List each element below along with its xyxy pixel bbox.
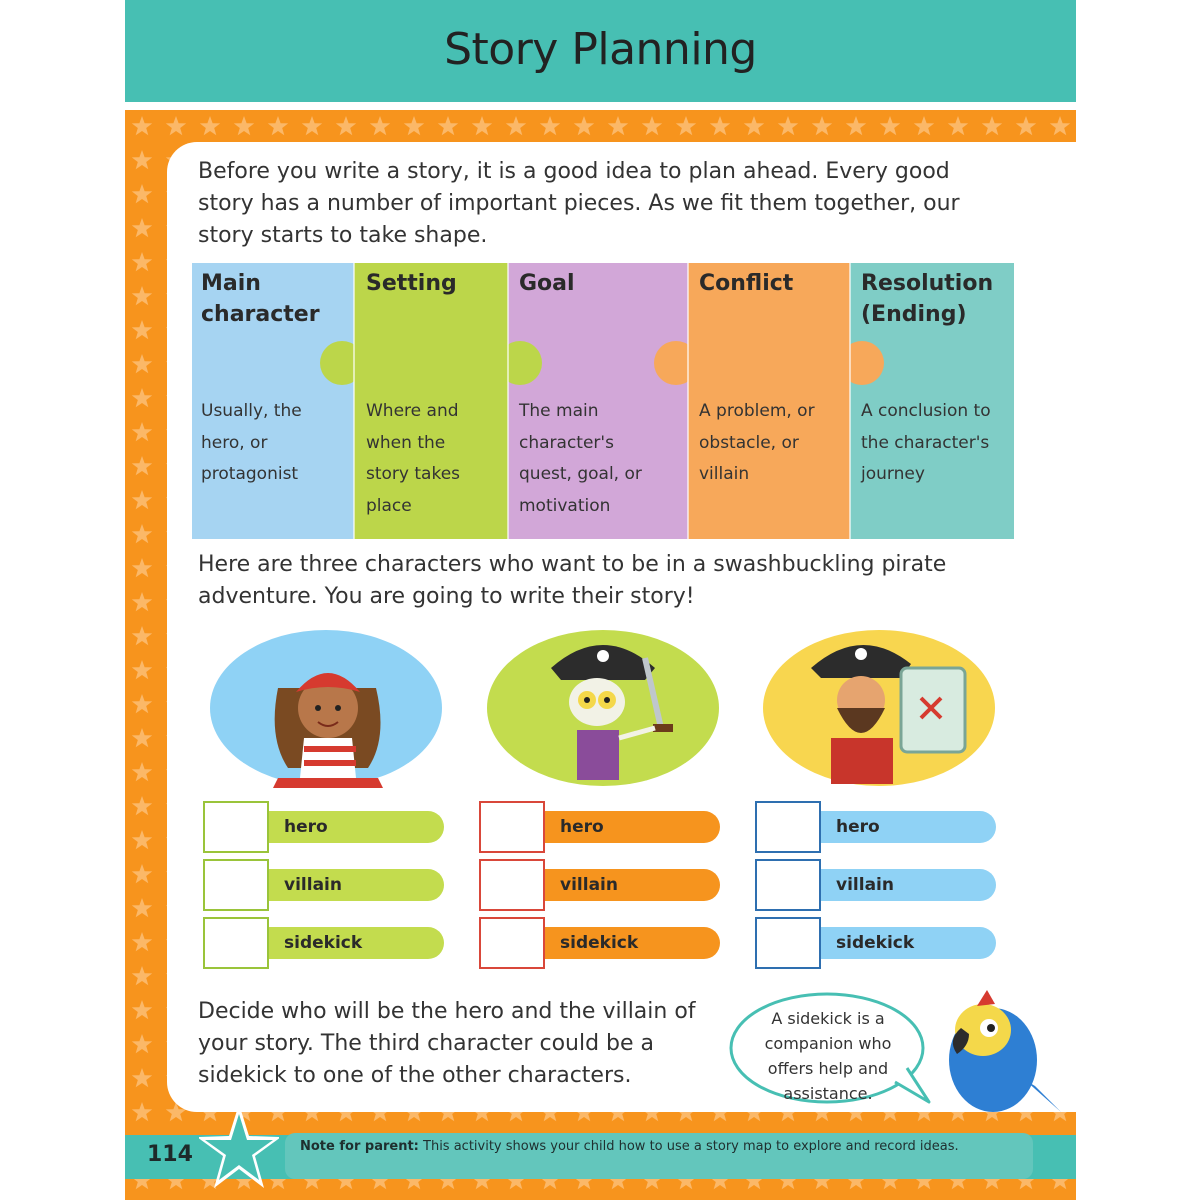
- sidekick-checkbox-2[interactable]: [479, 917, 545, 969]
- hero-checkbox-3[interactable]: [755, 801, 821, 853]
- puzzle-knob: [840, 341, 884, 385]
- villain-option-bar-2: villain: [544, 869, 720, 901]
- villain-option-bar-1: villain: [268, 869, 444, 901]
- hero-option-bar-2: hero: [544, 811, 720, 843]
- piece-desc-goal: The main character's quest, goal, or motivation: [519, 401, 642, 516]
- piece-title-setting: Setting: [366, 271, 457, 296]
- star-icon: [199, 1100, 279, 1200]
- page-number: 114: [147, 1142, 193, 1167]
- decide-paragraph: Decide who will be the hero and the villain of your story. The third character could be a sidekick to one of the other characters.: [198, 999, 696, 1088]
- hero-checkbox-1[interactable]: [203, 801, 269, 853]
- piece-desc-main-character: Usually, the hero, or protagonist: [201, 401, 302, 484]
- villain-option-bar-3: villain: [820, 869, 996, 901]
- page-title: Story Planning: [444, 24, 757, 75]
- characters-paragraph: Here are three characters who want to be in a swashbuckling pirate adventure. You are going to write their story!: [198, 552, 947, 609]
- sidekick-option-bar-3: sidekick: [820, 927, 996, 959]
- puzzle-knob: [320, 341, 364, 385]
- villain-checkbox-2[interactable]: [479, 859, 545, 911]
- bearded-pirate-illustration: [761, 628, 997, 788]
- piece-title-conflict: Conflict: [699, 271, 794, 296]
- villain-checkbox-1[interactable]: [203, 859, 269, 911]
- intro-paragraph: Before you write a story, it is a good idea to plan ahead. Every good story has a number of important pieces. As we fit them together, our story starts to take shape.: [198, 159, 960, 248]
- puzzle-knob: [654, 341, 698, 385]
- piece-desc-setting: Where and when the story takes place: [366, 401, 461, 516]
- note-body: This activity shows your child how to use a story map to explore and record ideas.: [418, 1139, 959, 1154]
- sidekick-checkbox-1[interactable]: [203, 917, 269, 969]
- sidekick-option-bar-2: sidekick: [544, 927, 720, 959]
- workbook-page: [125, 0, 1076, 1200]
- piece-title-resolution: Resolution (Ending): [861, 271, 994, 327]
- skeleton-pirate-illustration: [485, 628, 721, 788]
- sidekick-checkbox-3[interactable]: [755, 917, 821, 969]
- hero-checkbox-2[interactable]: [479, 801, 545, 853]
- hero-option-bar-1: hero: [268, 811, 444, 843]
- parent-note-text: [300, 1138, 1020, 1156]
- note-label: Note for parent:: [300, 1139, 419, 1154]
- sidekick-option-bar-1: sidekick: [268, 927, 444, 959]
- hero-option-bar-3: hero: [820, 811, 996, 843]
- sidekick-definition: A sidekick is a companion who offers help and assistance.: [764, 1009, 892, 1103]
- piece-title-main-character: Main character: [201, 271, 320, 327]
- page-header: [125, 0, 1076, 106]
- villain-checkbox-3[interactable]: [755, 859, 821, 911]
- puzzle-knob: [498, 341, 542, 385]
- girl-pirate-illustration: [208, 628, 444, 788]
- piece-title-goal: Goal: [519, 271, 575, 296]
- piece-desc-resolution: A conclusion to the character's journey: [861, 401, 991, 484]
- piece-desc-conflict: A problem, or obstacle, or villain: [699, 401, 815, 484]
